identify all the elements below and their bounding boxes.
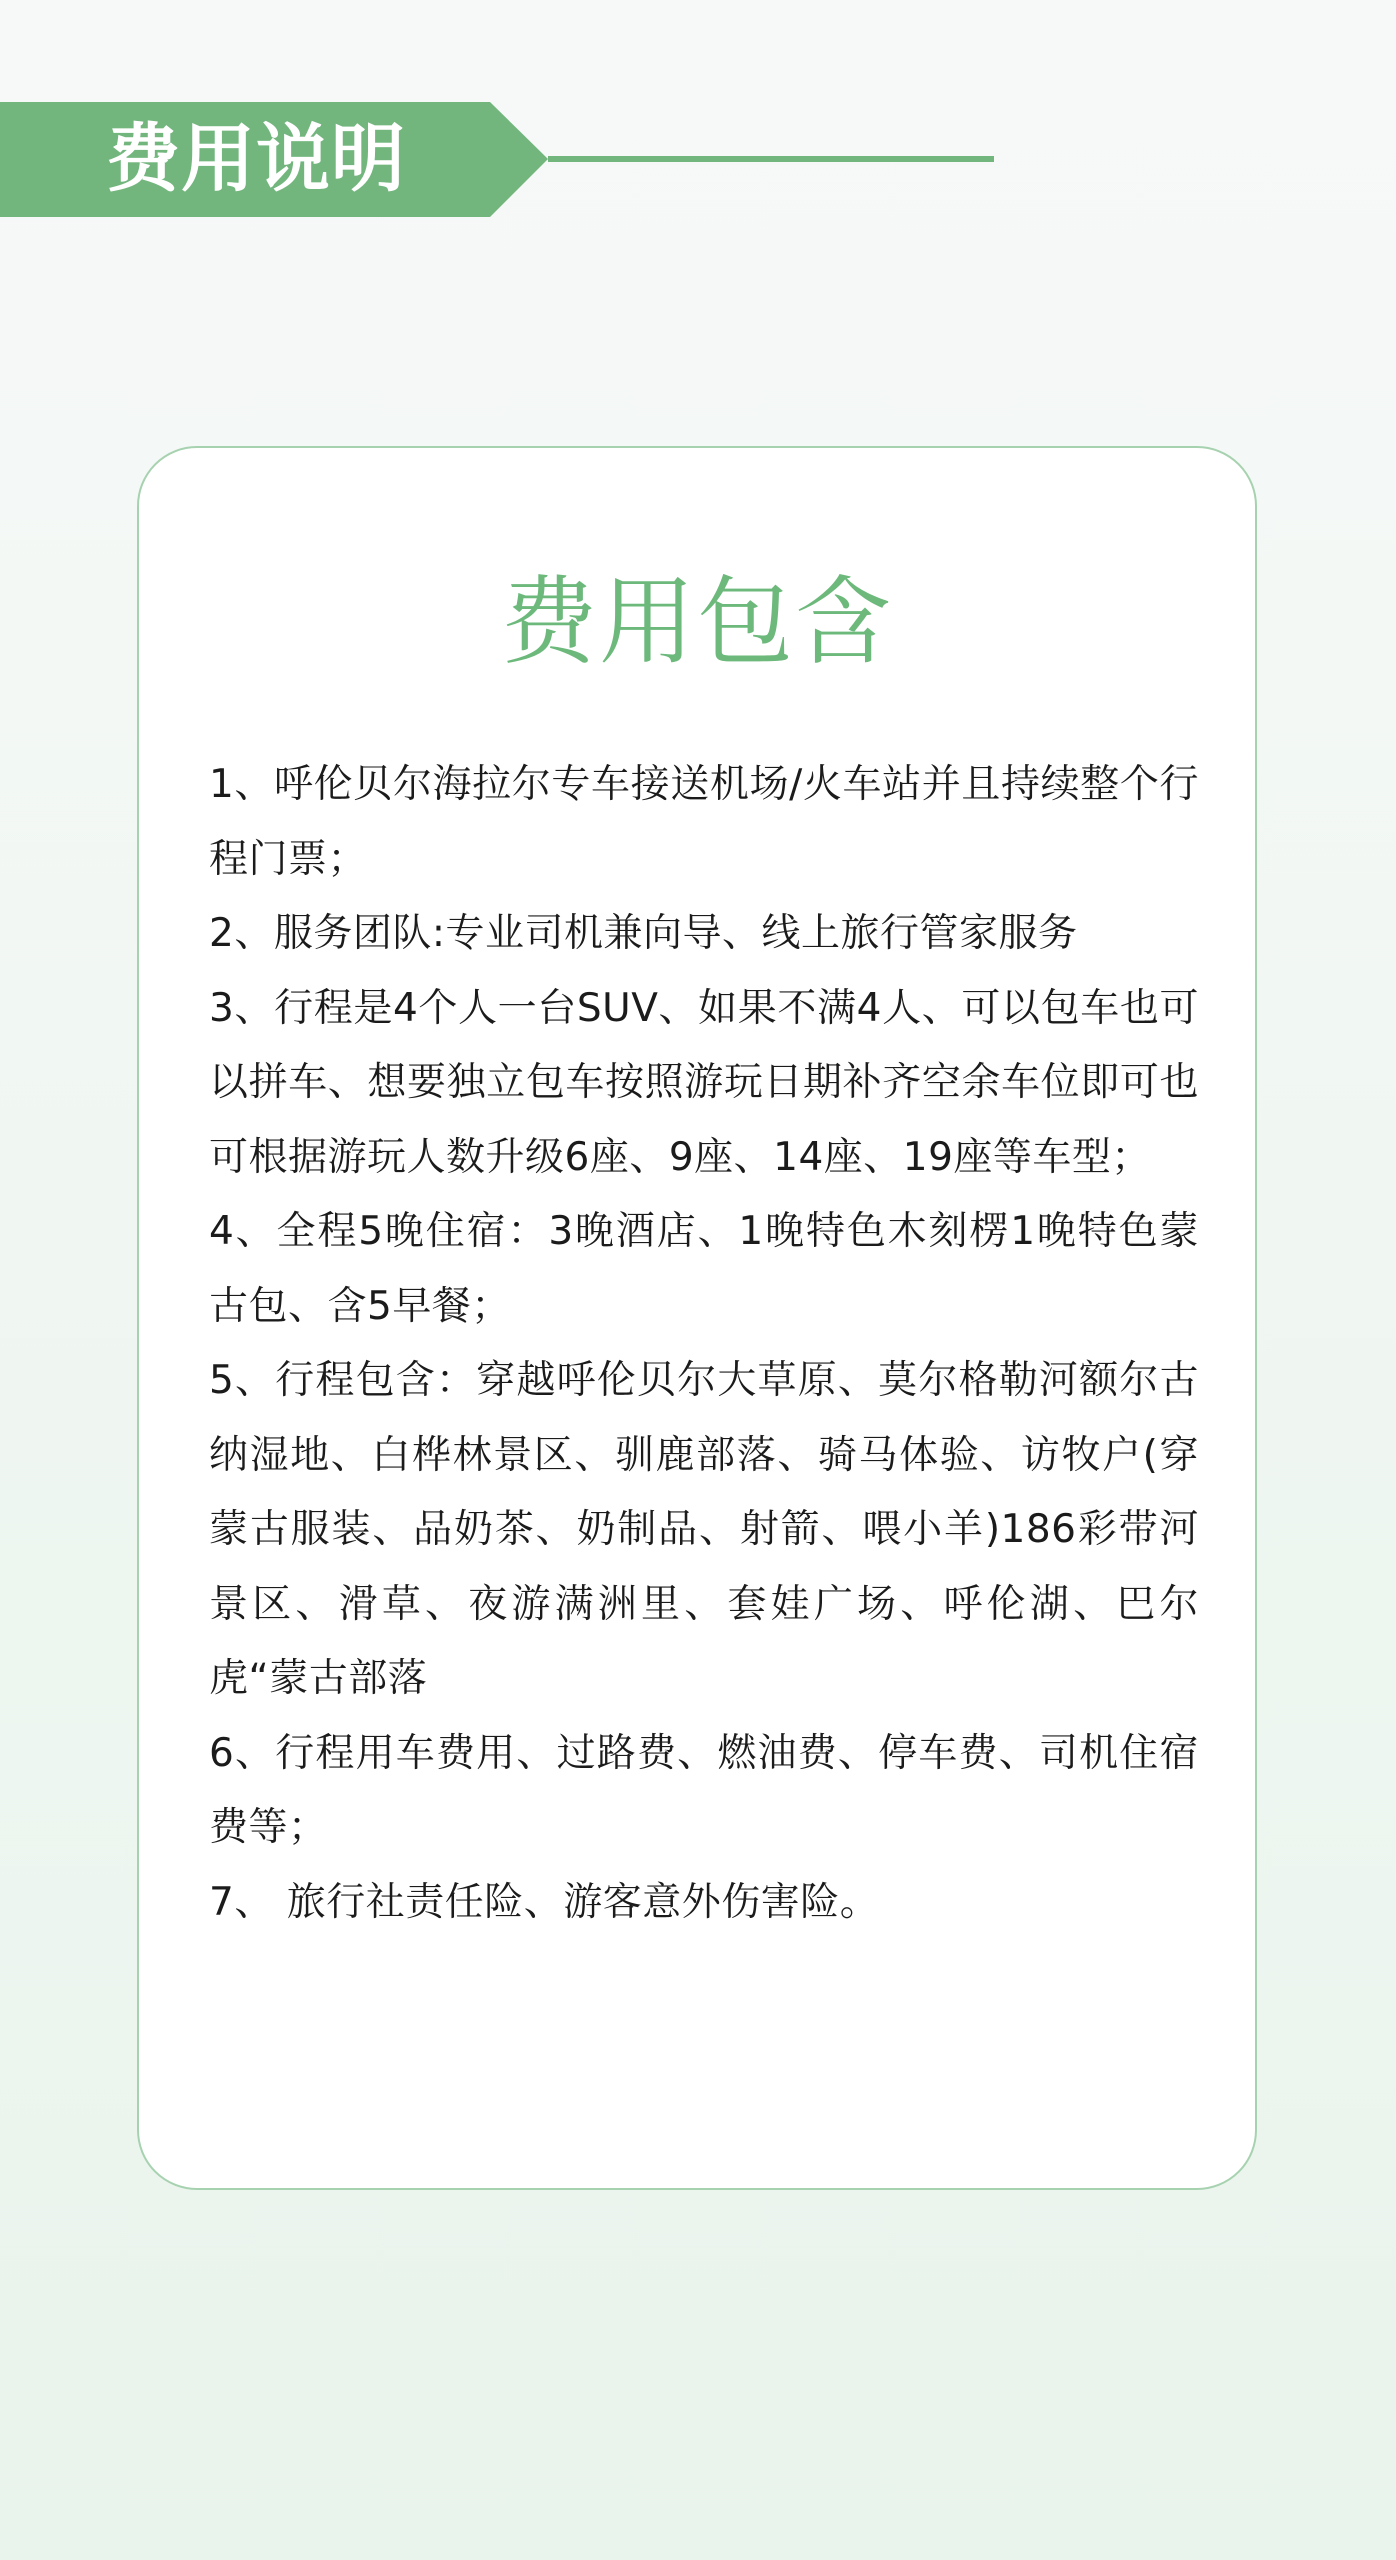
list-item: 3、行程是4个人一台SUV、如果不满4人、可以包车也可以拼车、想要独立包车按照游玩日期补齐空余车位即可也可根据游玩人数升级6座、9座、14座、19座等车型； [209, 985, 1199, 1180]
card-title: 费用包含 [501, 566, 893, 678]
list-item: 6、行程用车费用、过路费、燃油费、停车费、司机住宿费等； [209, 1730, 1199, 1850]
list-item: 5、行程包含：穿越呼伦贝尔大草原、莫尔格勒河额尔古纳湿地、白桦林景区、驯鹿部落、骑马体验、访牧户(穿蒙古服装、品奶茶、奶制品、射箭、喂小羊)186彩带河景区、滑草、夜游满洲里、套娃广场、呼伦湖、巴尔虎“蒙古部落 [209, 1358, 1199, 1701]
fee-card [137, 446, 1257, 2190]
page-title: 费用说明 [106, 116, 406, 202]
list-item: 7、 旅行社责任险、游客意外伤害险。 [209, 1879, 880, 1925]
header-divider-line [548, 156, 994, 162]
list-item: 2、服务团队:专业司机兼向导、线上旅行管家服务 [209, 911, 1078, 956]
fee-included-list [209, 748, 1199, 1940]
list-item: 1、呼伦贝尔海拉尔专车接送机场/火车站并且持续整个行程门票； [209, 762, 1199, 882]
list-item: 4、全程5晚住宿：3晚酒店、1晚特色木刻楞1晚特色蒙古包、含5早餐； [209, 1209, 1199, 1329]
